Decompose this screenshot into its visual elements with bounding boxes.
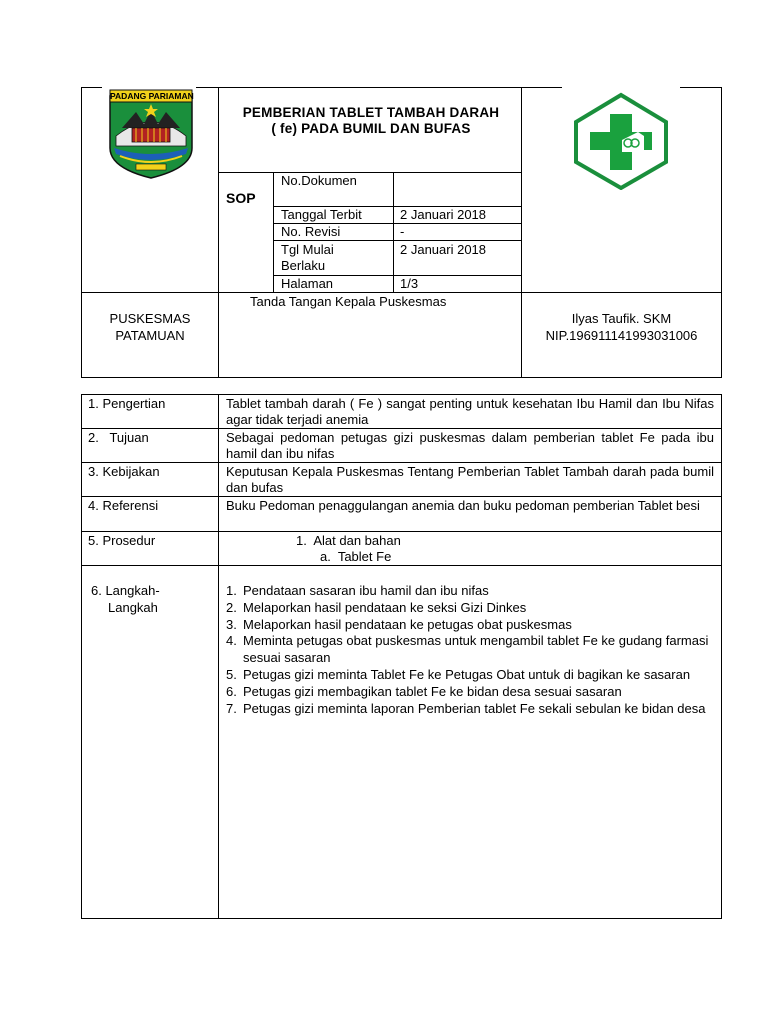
prosedur-subitem-a: a. Tablet Fe (320, 549, 392, 564)
emblem-text: PADANG PARIAMAN (110, 91, 194, 101)
padang-pariaman-emblem (106, 88, 196, 180)
list-item: 1. Pendataan sasaran ibu hamil dan ibu nifas (226, 583, 489, 598)
section-text-tujuan: Sebagai pedoman petugas gizi puskesmas dalam pemberian tablet Fe pada ibu hamil dan ibu nifas (226, 430, 714, 461)
meta-value-halaman: 1/3 (400, 276, 419, 291)
border (393, 172, 394, 293)
section-label-langkah-2: Langkah (108, 600, 158, 615)
border (81, 394, 82, 919)
meta-label-no-dokumen: No.Dokumen (281, 173, 357, 188)
meta-value-tgl-mulai: 2 Januari 2018 (400, 242, 487, 257)
signature-label: Tanda Tangan Kepala Puskesmas (250, 294, 447, 309)
section-label-langkah-1: 6. Langkah- (91, 583, 160, 598)
border (81, 428, 722, 429)
list-item: 7. Petugas gizi meminta laporan Pemberian tablet Fe sekali sebulan ke bidan desa (226, 700, 706, 716)
border (680, 87, 722, 88)
list-item: 2. Melaporkan hasil pendataan ke seksi Gizi Dinkes (226, 599, 527, 615)
sop-label: SOP (226, 190, 256, 206)
list-item: 4. Meminta petugas obat puskesmas untuk mengambil tablet Fe ke gudang farmasi sesuai sasaran (226, 633, 709, 666)
section-label-referensi: 4. Referensi (88, 498, 159, 513)
section-label-tujuan: 2. Tujuan (88, 430, 149, 445)
org-name-line2: PATAMUAN (115, 328, 185, 343)
list-item: 3. Melaporkan hasil pendataan ke petugas obat puskesmas (226, 616, 572, 632)
section-label-prosedur: 5. Prosedur (88, 533, 156, 548)
border (81, 918, 722, 919)
border (218, 394, 219, 919)
border (721, 394, 722, 919)
langkah-list (226, 583, 718, 717)
meta-label-halaman: Halaman (281, 276, 334, 291)
document-title: PEMBERIAN TABLET TAMBAH DARAH ( fe) PADA BUMIL DAN BUFAS (242, 105, 500, 136)
border (218, 172, 521, 173)
meta-value-tanggal-terbit: 2 Januari 2018 (400, 207, 487, 222)
signer-name: Ilyas Taufik. SKM (571, 311, 672, 326)
meta-label-tgl-mulai: Tgl Mulai Berlaku (281, 242, 334, 273)
border (273, 172, 274, 293)
border (721, 87, 722, 378)
signer-nip: NIP.196911141993031006 (545, 328, 698, 343)
section-label-pengertian: 1. Pengertian (88, 396, 166, 411)
border (81, 565, 722, 566)
border (81, 462, 722, 463)
border (81, 531, 722, 532)
border (273, 240, 521, 241)
border (81, 377, 722, 378)
section-text-kebijakan: Keputusan Kepala Puskesmas Tentang Pemberian Tablet Tambah darah pada bumil dan bufas (226, 464, 714, 495)
border (81, 87, 102, 88)
section-text-pengertian: Tablet tambah darah ( Fe ) sangat penting untuk kesehatan Ibu Hamil dan Ibu Nifas agar tidak terjadi anemia (226, 396, 714, 427)
meta-label-no-revisi: No. Revisi (281, 224, 341, 239)
border (81, 394, 722, 395)
prosedur-item-1: 1. Alat dan bahan (296, 533, 401, 548)
puskesmas-logo (570, 92, 672, 190)
section-label-kebijakan: 3. Kebijakan (88, 464, 160, 479)
section-text-referensi: Buku Pedoman penaggulangan anemia dan buku pedoman pemberian Tablet besi (226, 498, 700, 513)
list-item: 5. Petugas gizi meminta Tablet Fe ke Petugas Obat untuk di bagikan ke sasaran (226, 666, 691, 682)
org-name-line1: PUSKESMAS (109, 311, 191, 326)
border (81, 292, 722, 293)
list-item: 6. Petugas gizi membagikan tablet Fe ke bidan desa sesuai sasaran (226, 683, 622, 699)
meta-value-no-revisi: - (400, 224, 405, 239)
meta-label-tanggal-terbit: Tanggal Terbit (281, 207, 362, 222)
border (218, 87, 219, 378)
border (196, 87, 562, 88)
border (81, 496, 722, 497)
